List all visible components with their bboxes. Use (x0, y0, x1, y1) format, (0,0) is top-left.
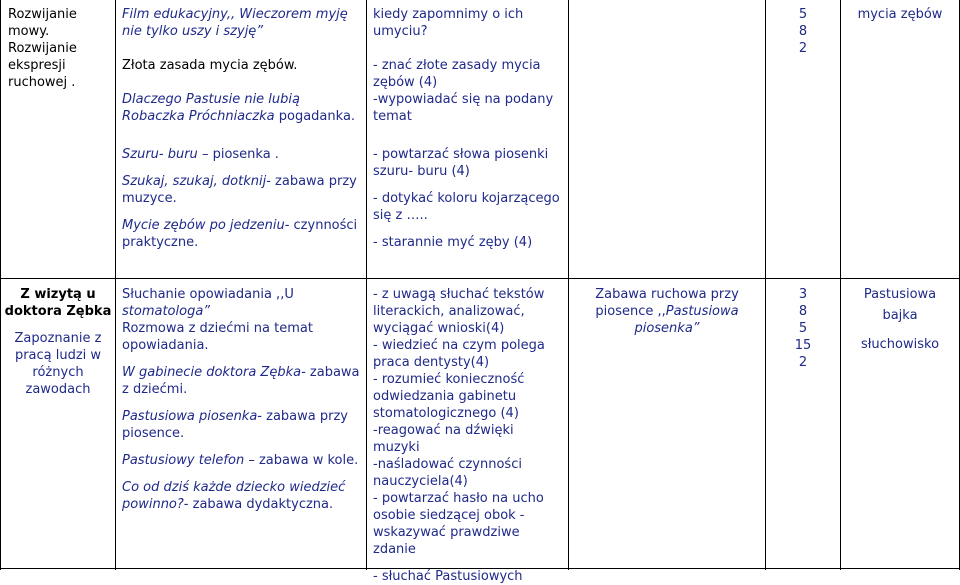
row2-activities-cell (122, 146, 362, 251)
table-column-divider (840, 0, 841, 570)
story-title: stomatologa” (122, 304, 211, 319)
activity-title: Dlaczego Pastusie nie lubią Robaczka Próchniaczka (122, 92, 300, 124)
topic-title: Z wizytą u doktora Zębka (4, 287, 112, 319)
row1-outcomes-cell (373, 6, 563, 125)
activity-text: Słuchanie opowiadania ,,U (122, 287, 294, 302)
activity-suffix: – zabawa w kole. (244, 453, 359, 468)
material-text: bajka (882, 308, 918, 323)
outcome-text: kiedy zapomnimy o ich umyciu? (373, 7, 524, 39)
outcome-text: - wiedzieć na czym polega praca dentysty(4) (373, 338, 545, 370)
outcome-text: -reagować na dźwięki muzyki (373, 423, 514, 455)
number-value: 5 (798, 321, 808, 336)
method-text: Zabawa ruchowa przy (595, 287, 739, 302)
material-text: słuchowisko (860, 337, 940, 352)
activity-suffix: – piosenka . (197, 147, 279, 162)
number-value: 15 (794, 338, 812, 353)
method-title: piosenka” (634, 321, 700, 336)
activity-text: Rozmowa z dziećmi na temat opowiadania. (122, 321, 313, 353)
number-value: 8 (798, 24, 808, 39)
table-row-divider (0, 278, 960, 279)
number-value: 2 (798, 41, 808, 56)
number-value: 5 (798, 7, 808, 22)
method-title: Pastusiowa (665, 304, 739, 319)
outcome-text: - z uwagą słuchać tekstów literackich, analizować, wyciągać wnioski(4) (373, 287, 545, 336)
outcome-text: -naśladować czynności nauczyciela(4) (373, 457, 522, 489)
table-column-divider (568, 0, 569, 570)
table-column-divider (115, 0, 116, 570)
outcome-text: - rozumieć konieczność odwiedzania gabinetu stomatologicznego (4) (373, 372, 525, 421)
table-border-left (0, 0, 1, 570)
activity-title: Pastusiowa piosenka- (122, 409, 262, 424)
row1-numbers-cell (766, 6, 840, 57)
number-value: 8 (798, 304, 808, 319)
activity-suffix: zabawa z dziećmi. (122, 365, 360, 397)
material-text: mycia zębów (857, 7, 943, 22)
outcome-text: - powtarzać hasło na ucho osobie siedzącej obok - wskazywać prawdziwe zdanie (373, 491, 544, 557)
number-value: 2 (798, 355, 808, 370)
row2-outcomes-cell (373, 146, 563, 251)
activity-suffix: pogadanka. (274, 109, 356, 124)
table-column-divider (366, 0, 367, 570)
material-text: Pastusiowa (863, 287, 937, 302)
row3-topic-cell (4, 286, 112, 398)
activity-title: Pastusiowy telefon (122, 453, 245, 468)
activity-title: Szuru- buru (122, 147, 198, 162)
row1-materials-cell (841, 6, 959, 23)
activity-suffix: zabawa przy muzyce. (122, 174, 357, 206)
table-column-divider (765, 0, 766, 570)
activity-suffix: zabawa dydaktyczna. (188, 497, 334, 512)
activity-title: W gabinecie doktora Zębka- (122, 365, 306, 380)
activity-suffix: czynności praktyczne. (122, 218, 358, 250)
row3-methods-cell (572, 286, 762, 337)
activity-title: Mycie zębów po jedzeniu- (122, 218, 290, 233)
film-title: Film edukacyjny,, Wieczorem myję nie tylko uszy i szyję” (122, 7, 348, 39)
method-text: piosence ,, (595, 304, 666, 319)
topic-subtitle: Zapoznanie z pracą ludzi w różnych zawodach (14, 331, 102, 397)
outcome-text: - znać złote zasady mycia zębów (4) (373, 58, 541, 90)
outcome-text: - starannie myć zęby (4) (373, 235, 533, 250)
outcome-text: - słuchać Pastusiowych (373, 569, 523, 584)
row1-activities-cell (122, 6, 362, 125)
activity-title: Szukaj, szukaj, dotknij- (122, 174, 271, 189)
outcome-text: - dotykać koloru kojarzącego się z ….. (373, 191, 560, 223)
goal-text: Rozwijanie mowy. (8, 7, 77, 39)
row3-activities-cell (122, 286, 362, 513)
activity-suffix: zabawa przy piosence. (122, 409, 348, 441)
row3-numbers-cell (766, 286, 840, 371)
outcome-text: - powtarzać słowa piosenki szuru- buru (4) (373, 147, 549, 179)
row3-outcomes-cell (373, 286, 563, 585)
number-value: 3 (798, 287, 808, 302)
row1-goals-cell (8, 6, 112, 91)
row3-materials-cell (841, 286, 959, 353)
goal-text: Rozwijanie ekspresji ruchowej . (8, 41, 77, 90)
outcome-text: -wypowiadać się na podany temat (373, 92, 554, 124)
activity-title: Co od dziś każde dziecko wiedzieć powinno?- (122, 480, 346, 512)
activity-text: Złota zasada mycia zębów. (122, 58, 298, 73)
